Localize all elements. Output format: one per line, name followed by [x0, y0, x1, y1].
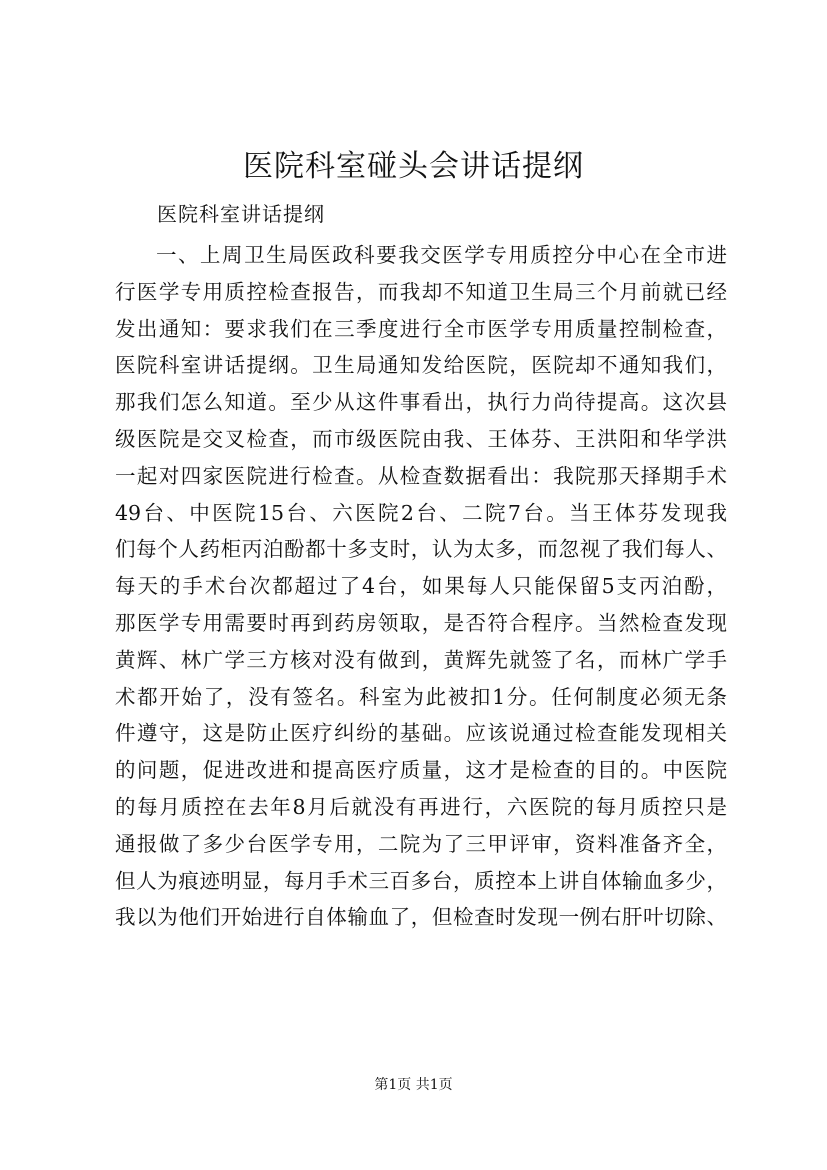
- body-line: 黄辉、林广学三方核对没有做到，黄辉先就签了名，而林广学手: [115, 647, 727, 672]
- body-line: 通报做了多少台医学专用，二院为了三甲评审，资料准备齐全，: [115, 831, 727, 856]
- document-body: [115, 237, 727, 936]
- body-line: 一起对四家医院进行检查。从检查数据看出：我院那天择期手术: [115, 463, 727, 488]
- body-line: 我以为他们开始进行自体输血了，但检查时发现一例右肝叶切除、: [115, 905, 727, 930]
- body-line: 一、上周卫生局医政科要我交医学专用质控分中心在全市进: [156, 243, 727, 267]
- body-line: 但人为痕迹明显，每月手术三百多台，质控本上讲自体输血多少，: [115, 868, 727, 893]
- body-line: 发出通知：要求我们在三季度进行全市医学专用质量控制检查，: [115, 316, 727, 341]
- body-line: 那医学专用需要时再到药房领取，是否符合程序。当然检查发现: [115, 610, 727, 635]
- body-line: 49台、中医院15台、六医院2台、二院7台。当王体芬发现我: [115, 500, 727, 525]
- body-line: 的每月质控在去年8月后就没有再进行，六医院的每月质控只是: [115, 794, 727, 819]
- body-line: 行医学专用质控检查报告，而我却不知道卫生局三个月前就已经: [115, 279, 727, 304]
- body-line: 那我们怎么知道。至少从这件事看出，执行力尚待提高。这次县: [115, 390, 727, 415]
- body-line: 医院科室讲话提纲。卫生局通知发给医院，医院却不通知我们，: [115, 353, 727, 378]
- page-number-footer: 第1页 共1页: [374, 1077, 453, 1093]
- body-line: 们每个人药柜丙泊酚都十多支时，认为太多，而忽视了我们每人、: [115, 537, 727, 562]
- body-line: 件遵守，这是防止医疗纠纷的基础。应该说通过检查能发现相关: [115, 721, 727, 746]
- document-subtitle: 医院科室讲话提纲: [157, 202, 325, 226]
- body-line: 术都开始了，没有签名。科室为此被扣1分。任何制度必须无条: [115, 684, 727, 709]
- document-title: 医院科室碰头会讲话提纲: [243, 149, 584, 184]
- body-line: 每天的手术台次都超过了4台，如果每人只能保留5支丙泊酚，: [115, 574, 727, 599]
- body-line: 级医院是交叉检查，而市级医院由我、王体芬、王洪阳和华学洪: [115, 426, 727, 451]
- body-line: 的问题，促进改进和提高医疗质量，这才是检查的目的。中医院: [115, 758, 727, 783]
